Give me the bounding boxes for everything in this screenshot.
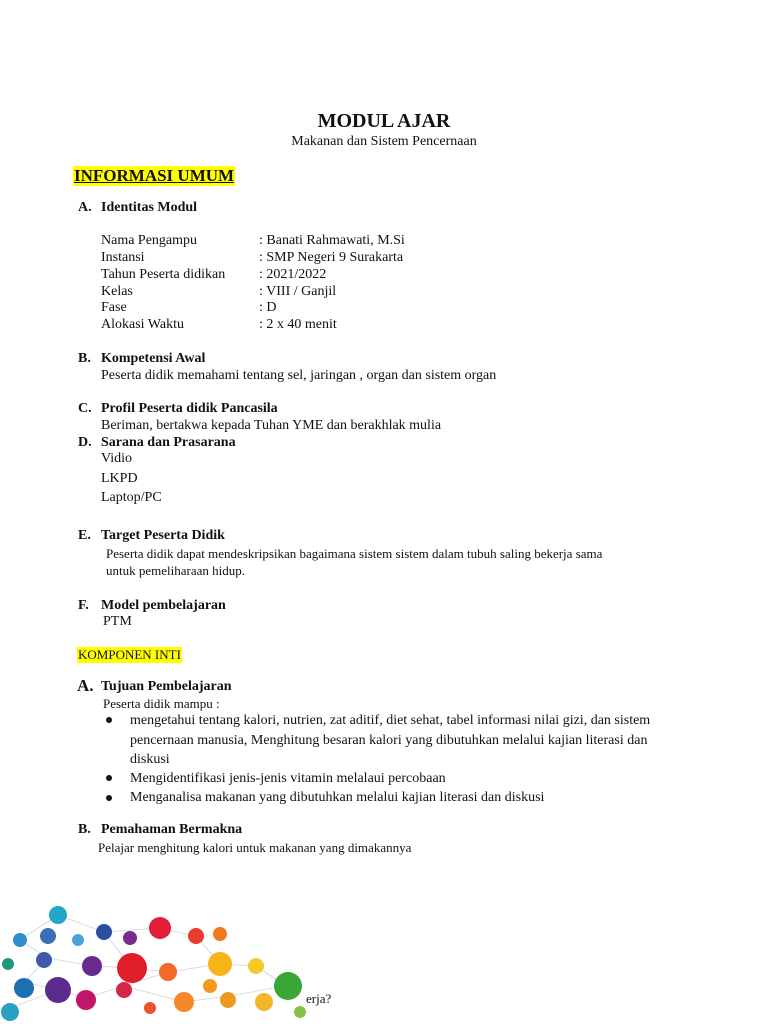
section-d-letter: D. <box>78 435 92 450</box>
bullet-icon <box>106 775 112 781</box>
tujuan-bullet-text: mengetahui tentang kalori, nutrien, zat aditif, diet sehat, tabel informasi nilai gizi, dan sistem <box>130 713 651 728</box>
tujuan-bullet-text: Menganalisa makanan yang dibutuhkan melalui kajian literasi dan diskusi <box>130 790 545 805</box>
identity-label: Instansi <box>101 250 145 265</box>
tujuan-bullet-text: Mengidentifikasi jenis-jenis vitamin melalaui percobaan <box>130 771 446 786</box>
identity-label: Kelas <box>101 284 133 299</box>
tujuan-intro: Peserta didik mampu : <box>103 696 220 711</box>
section-heading-komponen-inti: KOMPONEN INTI <box>78 647 181 662</box>
identity-value: : VIII / Ganjil <box>259 284 337 299</box>
section-a-letter: A. <box>78 200 92 215</box>
section-c-text: Beriman, bertakwa kepada Tuhan YME dan berakhlak mulia <box>101 418 442 433</box>
section-c-letter: C. <box>78 401 92 416</box>
identity-label: Tahun Peserta didikan <box>101 267 226 282</box>
pemahaman-letter: B. <box>78 822 91 837</box>
sarana-item: Laptop/PC <box>101 490 162 505</box>
identity-value: : SMP Negeri 9 Surakarta <box>259 250 404 265</box>
section-a-title: Identitas Modul <box>101 200 198 215</box>
identity-value: : 2 x 40 menit <box>259 317 337 332</box>
section-e-text: untuk pemeliharaan hidup. <box>106 563 245 578</box>
pemahaman-text: Pelajar menghitung kalori untuk makanan yang dimakannya <box>98 840 412 855</box>
pemahaman-title: Pemahaman Bermakna <box>101 822 243 837</box>
decorative-network-image <box>0 890 330 1024</box>
document-subtitle: Makanan dan Sistem Pencernaan <box>291 134 477 149</box>
tujuan-bullet-text: pencernaan manusia, Menghitung besaran kalori yang dibutuhkan melalui kajian literasi dan <box>130 733 648 748</box>
section-b-title: Kompetensi Awal <box>101 351 206 366</box>
sarana-item: Vidio <box>101 451 133 466</box>
section-c-title: Profil Peserta didik Pancasila <box>101 401 278 416</box>
section-f-title: Model pembelajaran <box>101 598 226 613</box>
tujuan-title: Tujuan Pembelajaran <box>101 679 232 694</box>
section-b-letter: B. <box>78 351 91 366</box>
section-b-text: Peserta didik memahami tentang sel, jaringan , organ dan sistem organ <box>101 368 497 383</box>
section-d-title: Sarana dan Prasarana <box>101 435 236 450</box>
identity-value: : 2021/2022 <box>259 267 327 282</box>
bullet-icon <box>106 795 112 801</box>
document-title: MODUL AJAR <box>317 110 451 132</box>
section-f-letter: F. <box>78 598 89 613</box>
tujuan-bullet-text: diskusi <box>130 752 170 767</box>
footer-text-fragment: erja? <box>306 991 332 1006</box>
identity-label: Fase <box>101 300 127 315</box>
identity-value: : Banati Rahmawati, M.Si <box>259 233 405 248</box>
tujuan-letter: A. <box>77 676 94 695</box>
section-heading-informasi-umum: INFORMASI UMUM <box>74 166 235 185</box>
identity-value: : D <box>259 300 277 315</box>
section-f-text: PTM <box>103 614 132 629</box>
section-e-letter: E. <box>78 528 91 543</box>
identity-label: Nama Pengampu <box>101 233 198 248</box>
section-e-title: Target Peserta Didik <box>101 528 225 543</box>
section-e-text: Peserta didik dapat mendeskripsikan bagaimana sistem sistem dalam tubuh saling bekerja sama <box>106 546 603 561</box>
bullet-icon <box>106 717 112 723</box>
sarana-item: LKPD <box>101 471 138 486</box>
identity-label: Alokasi Waktu <box>101 317 184 332</box>
